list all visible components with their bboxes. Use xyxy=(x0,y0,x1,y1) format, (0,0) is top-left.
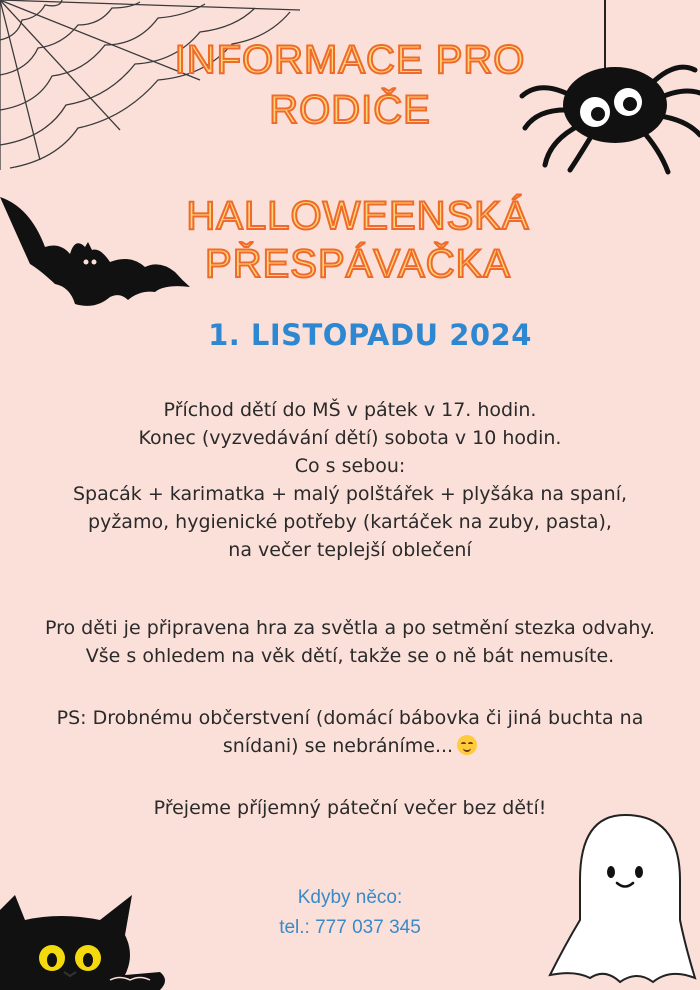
bring-heading: Co s sebou: xyxy=(294,455,406,477)
ps-note xyxy=(0,704,700,760)
ghost-icon xyxy=(545,810,700,990)
activities-info xyxy=(0,614,700,670)
page-title xyxy=(0,40,700,140)
event-title xyxy=(8,196,700,292)
bring-line-3: na večer teplejší oblečení xyxy=(228,539,472,561)
black-cat-icon xyxy=(0,880,170,990)
title-line-1: INFORMACE PRO xyxy=(174,38,526,82)
activities-line-2: Vše s ohledem na věk dětí, takže se o ně bát nemusíte. xyxy=(85,645,615,667)
contact-phone: tel.: 777 037 345 xyxy=(279,917,421,938)
ps-line-2: snídani) se nebráníme... xyxy=(222,735,454,757)
event-date: 1. LISTOPADU 2024 xyxy=(208,318,532,352)
ps-line-2-wrap xyxy=(0,732,700,760)
title-line-2: RODIČE xyxy=(269,88,431,132)
schedule-info xyxy=(0,396,700,564)
end-text: Konec (vyzvedávání dětí) sobota v 10 hodin. xyxy=(138,427,562,449)
contact-label: Kdyby něco: xyxy=(297,887,403,908)
arrival-text: Příchod dětí do MŠ v pátek v 17. hodin. xyxy=(163,399,537,421)
closing-text: Přejeme příjemný páteční večer bez dětí! xyxy=(153,797,547,819)
smiling-emoji-icon xyxy=(457,735,477,755)
event-title-line-1: HALLOWEENSKÁ xyxy=(186,194,530,238)
activities-line-1: Pro děti je připravena hra za světla a po setmění stezka odvahy. xyxy=(44,617,656,639)
event-title-line-2: PŘESPÁVAČKA xyxy=(205,242,511,286)
bring-line-1: Spacák + karimatka + malý polštářek + plyšáka na spaní, xyxy=(72,483,628,505)
bring-line-2: pyžamo, hygienické potřeby (kartáček na zuby, pasta), xyxy=(88,511,612,533)
ps-line-1: PS: Drobnému občerstvení (domácí bábovka či jiná buchta na xyxy=(56,707,644,729)
